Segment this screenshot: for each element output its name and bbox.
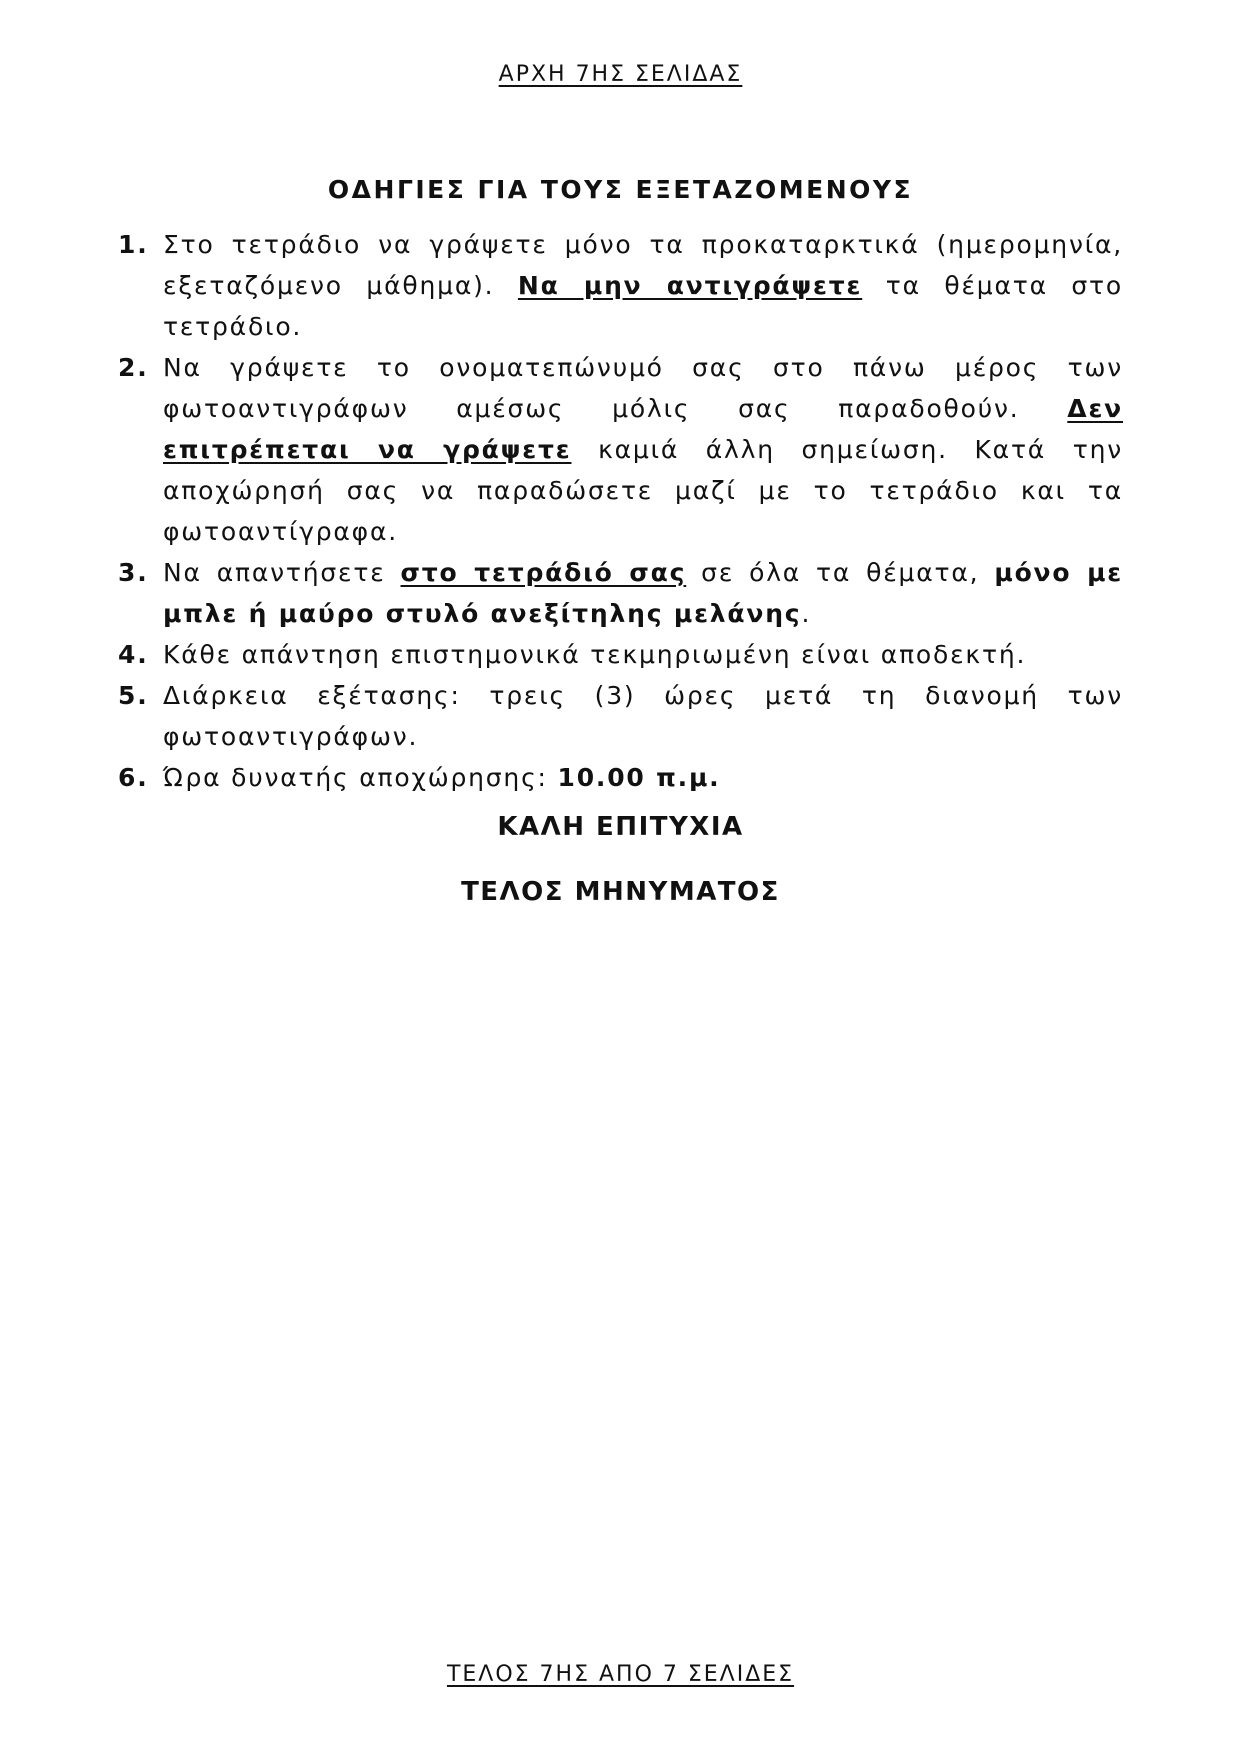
- instruction-item-1: [118, 224, 1123, 347]
- page-header: ΑΡΧΗ 7ΗΣ ΣΕΛΙΔΑΣ: [498, 62, 743, 87]
- instruction-number: 2.: [118, 353, 149, 382]
- instructions-list: [118, 224, 1123, 798]
- instruction-emphasis: 10.00 π.μ.: [557, 763, 721, 792]
- instruction-text: .: [801, 599, 812, 628]
- instruction-text: Στο τετράδιο να γράψετε μόνο τα προκαταρκτικά (ημερομηνία, εξεταζόμενο μάθημα).: [163, 230, 1123, 300]
- instruction-emphasis: Να μην αντιγράψετε: [517, 271, 863, 300]
- instruction-emphasis-bold: μόνο με μπλε ή μαύρο στυλό ανεξίτηλης μελάνης: [163, 558, 1123, 628]
- instruction-number: 5.: [118, 681, 149, 710]
- instruction-text: καμιά άλλη σημείωση. Κατά την αποχώρησή σας να παραδώσετε μαζί με το τετράδιο και τα φωτοαντίγραφα.: [163, 435, 1123, 546]
- instruction-text: τα θέματα στο τετράδιο.: [163, 271, 1123, 341]
- instruction-text: σε όλα τα θέματα,: [686, 558, 995, 587]
- instruction-emphasis: Δεν επιτρέπεται να γράψετε: [163, 394, 1123, 464]
- instruction-item-2: [118, 347, 1123, 552]
- instruction-item-3: [118, 552, 1123, 634]
- instruction-text: Κάθε απάντηση επιστημονικά τεκμηριωμένη είναι αποδεκτή.: [163, 640, 1027, 669]
- instruction-text: Να απαντήσετε: [163, 558, 401, 587]
- instruction-number: 1.: [118, 230, 149, 259]
- instruction-number: 3.: [118, 558, 149, 587]
- instruction-text: Διάρκεια εξέτασης: τρεις (3) ώρες μετά τη διανομή των φωτοαντιγράφων.: [163, 681, 1123, 751]
- good-luck-text: ΚΑΛΗ ΕΠΙΤΥΧΙΑ: [497, 812, 744, 842]
- instruction-emphasis-underlined: στο τετράδιό σας: [400, 558, 687, 587]
- instruction-number: 4.: [118, 640, 149, 669]
- instruction-text: Να γράψετε το ονοματεπώνυμό σας στο πάνω μέρος των φωτοαντιγράφων αμέσως μόλις σας παραδοθούν.: [163, 353, 1123, 423]
- page-footer: ΤΕΛΟΣ 7ΗΣ ΑΠΟ 7 ΣΕΛΙΔΕΣ: [446, 1662, 795, 1687]
- instruction-item-5: [118, 675, 1123, 757]
- end-of-message-text: ΤΕΛΟΣ ΜΗΝΥΜΑΤΟΣ: [461, 877, 780, 907]
- instruction-number: 6.: [118, 763, 149, 792]
- instruction-item-4: [118, 634, 1123, 675]
- instruction-item-6: [118, 757, 1123, 798]
- instruction-text: Ώρα δυνατής αποχώρησης:: [163, 763, 558, 792]
- instructions-title: ΟΔΗΓΙΕΣ ΓΙΑ ΤΟΥΣ ΕΞΕΤΑΖΟΜΕΝΟΥΣ: [327, 175, 914, 204]
